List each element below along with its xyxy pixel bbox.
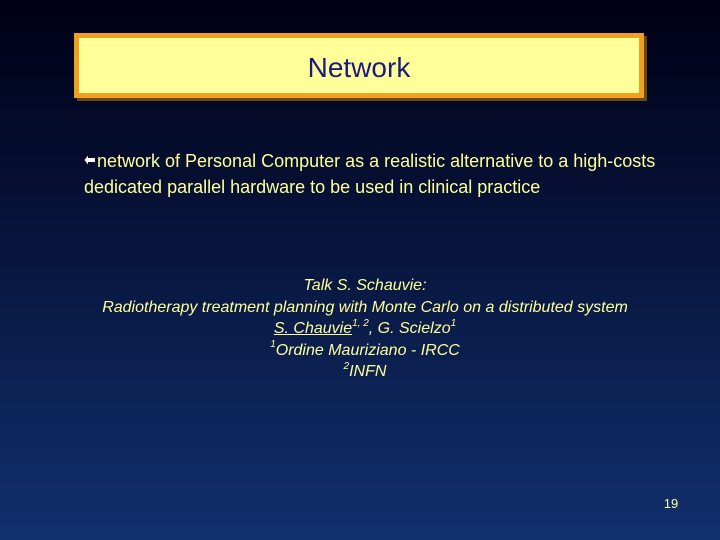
talk-subtitle: Radiotherapy treatment planning with Monte Carlo on a distributed system	[102, 298, 628, 316]
author-2-affiliation: 1	[450, 317, 457, 329]
slide-title-box	[74, 33, 644, 98]
affiliation-2-text: INFN	[349, 363, 387, 380]
bullet-text: network of Personal Computer as a realistic alternative to a high-costs dedicated parallel hardware to be used in clinical practice	[84, 151, 656, 197]
affiliation-2	[80, 361, 650, 383]
author-2-name: G. Scielzo	[377, 320, 451, 337]
affiliation-1-text: Ordine Mauriziano - IRCC	[275, 341, 460, 359]
talk-info	[80, 275, 650, 383]
author-1-name: S. Chauvie	[273, 320, 353, 337]
bullet-paragraph	[84, 148, 664, 200]
slide-title: Network	[307, 51, 411, 83]
talk-heading: Talk S. Schauvie:	[303, 277, 427, 294]
author-1-affiliation: 1, 2	[352, 317, 369, 329]
affiliation-1-marker: 1	[270, 339, 276, 351]
talk-authors	[80, 318, 650, 340]
author-separator: ,	[368, 320, 378, 337]
affiliation-2-marker: 2	[343, 360, 350, 372]
page-number: 19	[663, 496, 679, 511]
arrow-bullet-icon	[84, 154, 96, 166]
affiliation-1	[80, 340, 650, 362]
